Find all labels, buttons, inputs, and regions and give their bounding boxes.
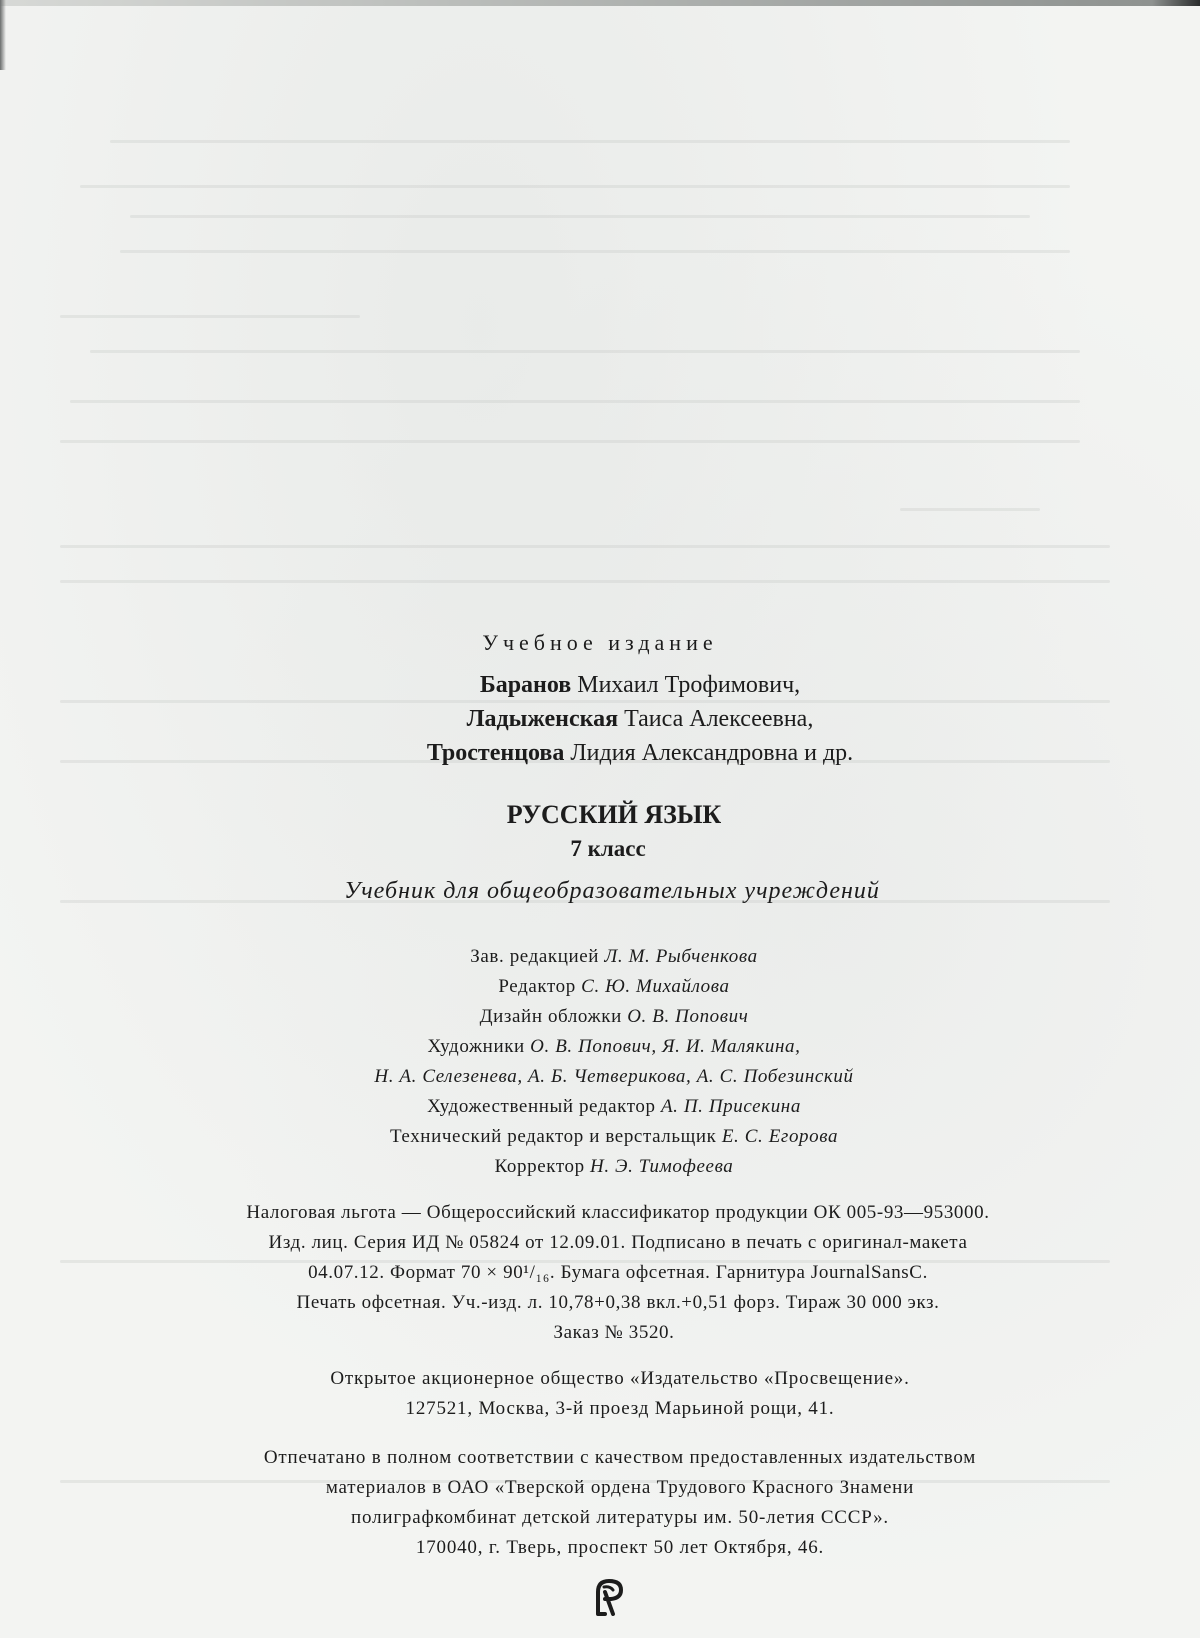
credit-role: Редактор [498,976,576,997]
credit-role: Художники [427,1036,525,1057]
author-given-names: Михаил Трофимович, [577,672,801,698]
author-line [40,740,1200,767]
author-surname: Баранов [479,672,572,698]
edition-label: Учебное издание [482,630,718,655]
credit-role: Зав. редакцией [470,946,600,967]
credit-names: А. П. Присекина [660,1096,801,1117]
scan-top-edge [0,0,1200,6]
credit-role: Дизайн обложки [479,1006,622,1027]
credit-line [14,1096,1200,1118]
credit-line [14,946,1200,968]
credit-line [14,976,1200,998]
credit-names: Л. М. Рыбченкова [604,946,758,967]
credit-line [14,1156,1200,1178]
credit-names: Н. А. Селезенева, А. Б. Четверикова, А. С. Побезинский [374,1066,854,1087]
printer-line: Отпечатано в полном соответствии с качеством предоставленных издательством [263,1447,977,1468]
credit-names: Е. С. Егорова [721,1126,839,1147]
credit-line [14,1006,1200,1028]
author-line [40,672,1200,699]
printer-line: полиграфкомбинат детской литературы им. 50-летия СССР». [351,1507,889,1528]
credit-line [14,1066,1200,1088]
author-surname: Ладыженская [466,706,619,732]
book-subtitle: Учебник для общеобразовательных учреждений [344,878,880,904]
imprint-line: Печать офсетная. Уч.-изд. л. 10,78+0,38 вкл.+0,51 форз. Тираж 30 000 экз. [296,1292,940,1313]
book-title: РУССКИЙ ЯЗЫК [506,800,722,829]
credit-names: С. Ю. Михайлова [581,976,730,997]
credit-names: Н. Э. Тимофеева [590,1156,734,1177]
scan-left-edge [0,0,6,70]
credit-line [14,1126,1200,1148]
book-grade: 7 класс [570,836,646,861]
imprint-line: Изд. лиц. Серия ИД № 05824 от 12.09.01. Подписано в печать с оригинал-макета [268,1232,968,1253]
printer-logo-icon [591,1578,627,1616]
printer-line: 170040, г. Тверь, проспект 50 лет Октября, 46. [415,1537,825,1558]
author-line [40,706,1200,733]
imprint-line: Налоговая льгота — Общероссийский классификатор продукции ОК 005-93—953000. [246,1202,990,1223]
author-given-names: Таиса Алексеевна, [624,706,814,732]
credit-names: О. В. Попович [627,1006,749,1027]
imprint-line: 04.07.12. Формат 70 × 90¹/₁₆. Бумага офсетная. Гарнитура JournalSansC. [308,1262,928,1283]
author-surname: Тростенцова [426,740,565,766]
credit-role: Художественный редактор [427,1096,656,1117]
publisher-line: 127521, Москва, 3-й проезд Марьиной рощи, 41. [405,1398,835,1419]
printer-line: материалов в ОАО «Тверской ордена Трудового Красного Знамени [325,1477,915,1498]
credit-names: О. В. Попович, Я. И. Малякина, [530,1036,801,1057]
imprint-line: Заказ № 3520. [553,1322,675,1343]
author-given-names: Лидия Александровна и др. [570,740,854,766]
credit-line [14,1036,1200,1058]
credit-role: Корректор [494,1156,585,1177]
publisher-line: Открытое акционерное общество «Издательство «Просвещение». [330,1368,910,1389]
credit-role: Технический редактор и верстальщик [389,1126,717,1147]
